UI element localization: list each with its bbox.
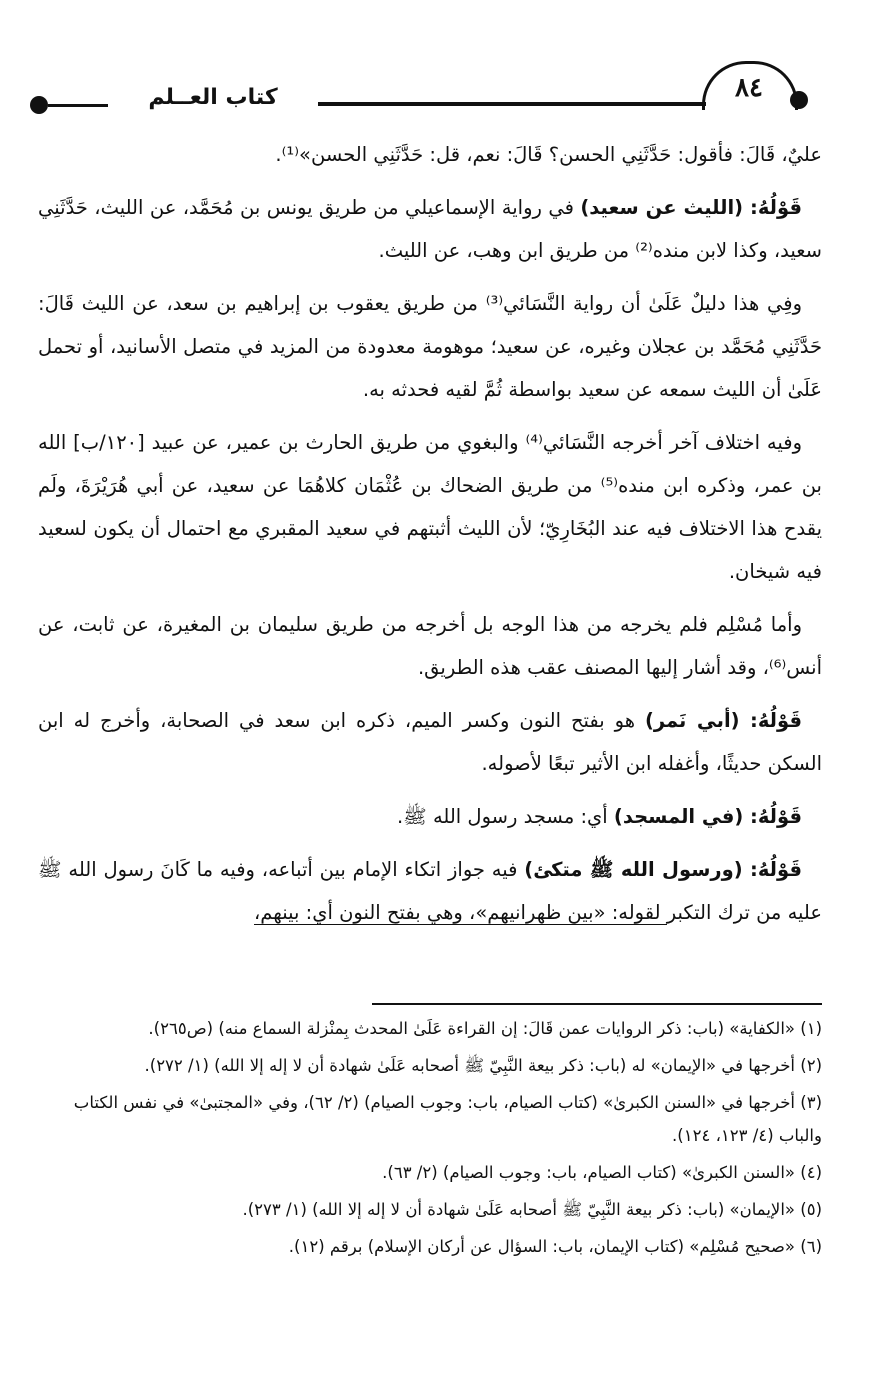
page-title: كتاب العــلم (148, 85, 278, 110)
ornament-dot-right (790, 91, 808, 109)
commentary-lemma: قَوْلُهُ: (الليث عن سعيد) (580, 196, 802, 219)
paragraph-7 (38, 795, 822, 838)
paragraph-2 (38, 186, 822, 272)
paragraph-text: في رواية الإسماعيلي من طريق يونس بن مُحَمَّد، عن الليث، حَدَّثَنِي سعيد، وكذا لابن منده⁽²⁾ من طريق ابن وهب، عن الليث. (38, 196, 822, 262)
header-rule (318, 102, 706, 106)
page-number: ٨٤ (735, 73, 763, 103)
footnote-3: (٣) أخرجها في «السنن الكبرىٰ» (كتاب الصيام، باب: وجوب الصيام) (٢/ ٦٢)، وفي «المجتبىٰ» في نفس الكتاب والباب (٤/ ١٢٣، ١٢٤). (73, 1093, 822, 1145)
commentary-lemma: قَوْلُهُ: (ورسول الله ﷺ متكئ) (524, 858, 802, 881)
paragraph-text-underlined: لقوله: «بين ظهرانيهم»، وهي بفتح النون أي: بينهم، (253, 901, 667, 924)
paragraph-4: وفيه اختلاف آخر أخرجه النَّسَائي⁽⁴⁾ والبغوي من طريق الحارث بن عمير، عن عبيد [١٢٠/ب] الله بن عمر، وذكره ابن منده⁽⁵⁾ من طريق الضحاك بن عُثْمَان كلاهُمَا عن سعيد، عن أبي هُرَيْرَةَ، ولَم يقدح هذا الاختلاف فيه عند البُخَارِيّ؛ لأن الليث أثبتهم في سعيد المقبري مع احتمال أن يكون لسعيد فيه شيخان. (38, 431, 822, 583)
paragraph-6 (38, 699, 822, 785)
ornament-dot-left (30, 96, 48, 114)
main-text (38, 133, 822, 944)
paragraph-5: وأما مُسْلِم فلم يخرجه من هذا الوجه بل أخرجه من طريق سليمان بن المغيرة، عن ثابت، عن أنس⁽⁶⁾، وقد أشار إليها المصنف عقب هذه الطريق. (38, 613, 822, 679)
header-rule-left (48, 104, 108, 107)
footnotes (38, 1012, 822, 1267)
footnote-6: (٦) «صحيح مُسْلِم» (كتاب الإيمان، باب: السؤال عن أركان الإسلام) برقم (١٢). (288, 1237, 822, 1256)
paragraph-3: وفِي هذا دليلٌ عَلَىٰ أن رواية النَّسَائي⁽³⁾ من طريق يعقوب بن إبراهيم بن سعد، عن الليث قَالَ: حَدَّثَنِي مُحَمَّد بن عجلان وغيره، عن سعيد؛ موهومة معدودة من المزيد في متصل الأسانيد، أو تحمل عَلَىٰ أن الليث سمعه عن سعيد بواسطة ثُمَّ لقيه فحدثه به. (38, 292, 822, 401)
page-header (0, 55, 873, 125)
footnote-separator (372, 1003, 822, 1005)
commentary-lemma: قَوْلُهُ: (أبي نَمر) (644, 709, 802, 732)
paragraph-8 (38, 848, 822, 934)
footnote-2: (٢) أخرجها في «الإيمان» له (باب: ذكر بيعة النَّبِيّ ﷺ أصحابه عَلَىٰ شهادة أن لا إله إلا الله) (١/ ٢٧٢). (144, 1056, 822, 1075)
paragraph-text: فيه جواز اتكاء الإمام بين أتباعه، وفيه ما كَانَ رسول الله ﷺ عليه من ترك التكبر (38, 858, 822, 924)
paragraph-1: عليٌ، قَالَ: فأقول: حَدَّثَنِي الحسن؟ قَالَ: نعم، قل: حَدَّثَنِي الحسن»⁽¹⁾. (275, 143, 822, 166)
paragraph-text: هو بفتح النون وكسر الميم، ذكره ابن سعد في الصحابة، وأخرج له ابن السكن حديثًا، وأغفله ابن الأثير تبعًا لأصوله. (38, 709, 822, 775)
footnote-4: (٤) «السنن الكبرىٰ» (كتاب الصيام، باب: وجوب الصيام) (٢/ ٦٣). (382, 1163, 822, 1182)
paragraph-text: أي: مسجد رسول الله ﷺ. (396, 805, 614, 828)
footnote-5: (٥) «الإيمان» (باب: ذكر بيعة النَّبِيّ ﷺ أصحابه عَلَىٰ شهادة أن لا إله إلا الله) (١/ ٢٧٣). (242, 1200, 822, 1219)
footnote-1: (١) «الكفاية» (باب: ذكر الروايات عمن قَالَ: إن القراءة عَلَىٰ المحدث بِمنْزلة السماع منه) (ص٢٦٥). (148, 1019, 822, 1038)
commentary-lemma: قَوْلُهُ: (في المسجد) (613, 805, 802, 828)
